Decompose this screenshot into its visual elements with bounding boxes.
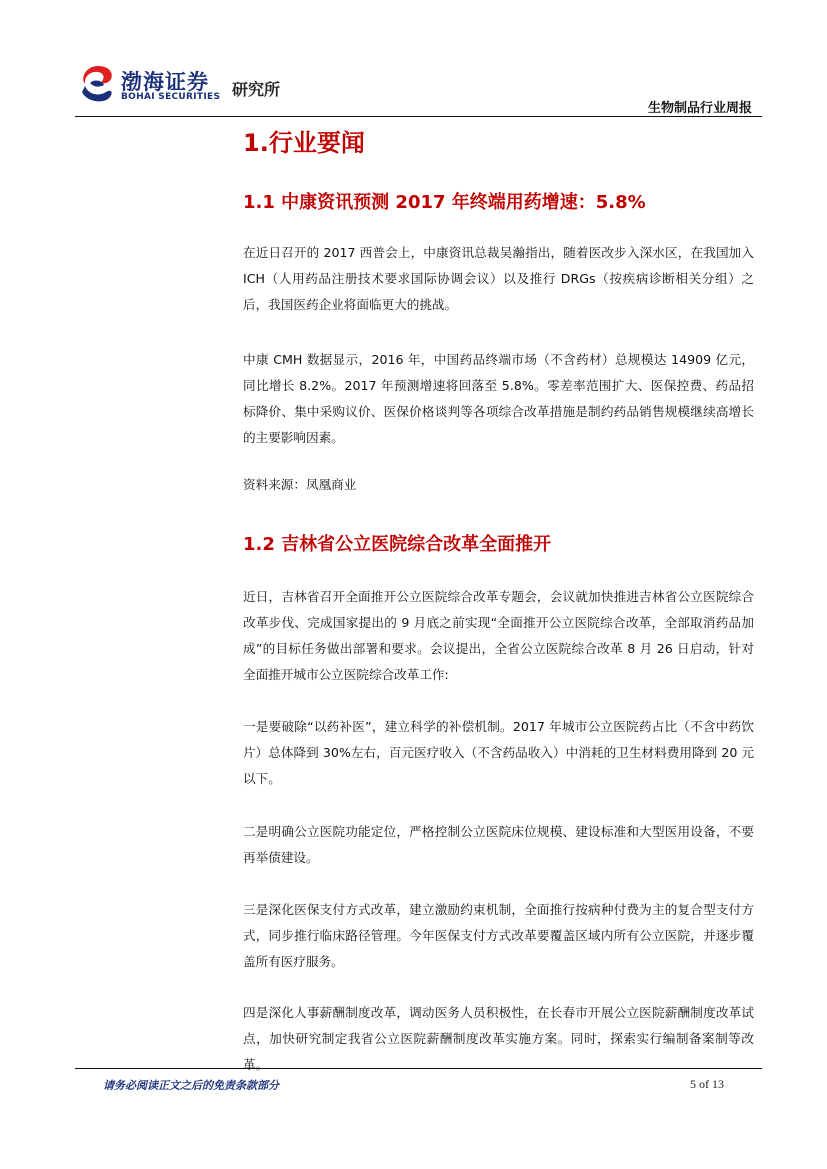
source-note: 资料来源：凤凰商业	[243, 477, 357, 492]
paragraph-1-2-b: 一是要破除“以药补医”，建立科学的补偿机制。2017 年城市公立医院药占比（不含中药饮片）总体降到 30%左右，百元医疗收入（不含药品收入）中消耗的卫生材料费用降到 20 元以下。	[243, 719, 754, 786]
report-name: 生物制品行业周报	[647, 101, 752, 116]
header-divider	[75, 116, 762, 117]
brand-name-cn: 渤海证券	[121, 69, 209, 94]
page-number: 5 of 13	[690, 1077, 724, 1091]
subsection-heading-1-2: 1.2 吉林省公立医院综合改革全面推开	[243, 534, 552, 555]
brand-suffix: 研究所	[232, 80, 281, 99]
paragraph-1-1-b: 中康 CMH 数据显示，2016 年，中国药品终端市场（不含药材）总规模达 14909 亿元，同比增长 8.2%。2017 年预测增速将回落至 5.8%。零差率范围扩大、医保控费、药品招标降价、集中采购议价、医保价格谈判等各项综合改革措施是制约药品销售规模继续高增长的主要影响因素。	[243, 352, 754, 445]
section-heading-industry-news: 1.行业要闻	[243, 129, 365, 157]
paragraph-1-2-d: 三是深化医保支付方式改革，建立激励约束机制，全面推行按病种付费为主的复合型支付方式，同步推行临床路径管理。今年医保支付方式改革要覆盖区域内所有公立医院，并逐步覆盖所有医疗服务。	[243, 902, 754, 969]
page-header	[0, 0, 827, 118]
subsection-heading-1-1: 1.1 中康资讯预测 2017 年终端用药增速：5.8%	[243, 192, 646, 213]
bohai-logo-icon	[78, 64, 118, 104]
paragraph-1-2-c: 二是明确公立医院功能定位，严格控制公立医院床位规模、建设标准和大型医用设备，不要再举债建设。	[243, 824, 754, 865]
brand-name-en: BOHAI SECURITIES	[121, 92, 221, 102]
footer-divider	[75, 1068, 762, 1069]
paragraph-1-2-e: 四是深化人事薪酬制度改革，调动医务人员积极性，在长春市开展公立医院薪酬制度改革试点，加快研究制定我省公立医院薪酬制度改革实施方案。同时，探索实行编制备案制等改革。	[243, 1005, 754, 1072]
footer-disclaimer: 请务必阅读正文之后的免责条款部分	[103, 1079, 279, 1092]
paragraph-1-2-a: 近日，吉林省召开全面推开公立医院综合改革专题会，会议就加快推进吉林省公立医院综合改革步伐、完成国家提出的 9 月底之前实现“全面推开公立医院综合改革，全部取消药品加成”的目标任务做出部署和要求。会议提出，全省公立医院综合改革 8 月 26 日启动，针对全面推开城市公立医院综合改革工作:	[243, 589, 754, 682]
paragraph-1-1-a: 在近日召开的 2017 西普会上，中康资讯总裁吴瀚指出，随着医改步入深水区，在我国加入 ICH（人用药品注册技术要求国际协调会议）以及推行 DRGs（按疾病诊断相关分组）之后，我国医药企业将面临更大的挑战。	[243, 245, 754, 312]
